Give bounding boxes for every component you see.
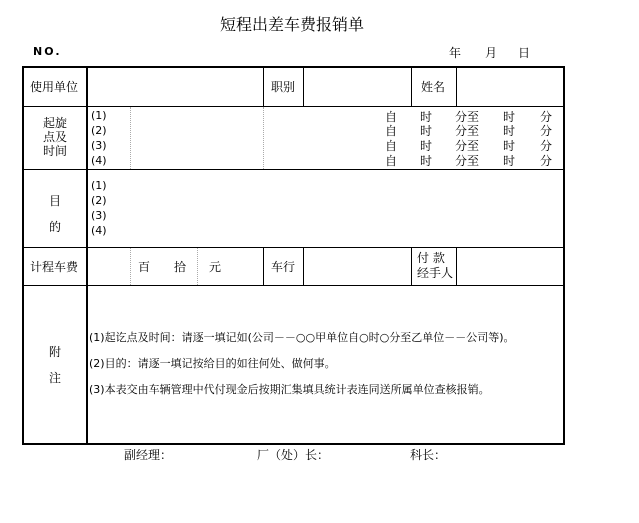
from-label: 自 (385, 154, 398, 168)
from-label: 自 (385, 110, 398, 124)
purpose-number-4: (4) (91, 224, 107, 237)
minute-to-label: 分至 (455, 110, 480, 124)
hundred-label: 百 (138, 260, 151, 274)
route-number-3: (3) (91, 139, 107, 152)
hour2-label: 时 (503, 154, 516, 168)
minute-label: 分 (540, 154, 553, 168)
taxi-fare-label: 计程车费 (30, 260, 79, 274)
name-field[interactable] (462, 75, 557, 99)
minute-to-label: 分至 (455, 154, 480, 168)
position-field[interactable] (310, 75, 405, 99)
hour2-label: 时 (503, 139, 516, 153)
note-line-3: (3)本表交由车辆管理中代付现金后按期汇集填具统计表连同送所属单位查核报销。 (89, 383, 490, 396)
minute-to-label: 分至 (455, 139, 480, 153)
deputy-manager-label: 副经理： (124, 448, 173, 462)
date-month-label: 月 (485, 46, 498, 60)
payee-label-1: 付 款 (417, 251, 445, 265)
purpose-label-1: 目 (49, 194, 62, 208)
payee-field[interactable] (462, 254, 557, 278)
route-number-4: (4) (91, 154, 107, 167)
ten-label: 拾 (174, 260, 187, 274)
route-time-label-3: 时间 (43, 144, 68, 158)
route-time-label-2: 点及 (43, 130, 68, 144)
note-line-2: (2)目的：请逐一填记按给目的如往何处、做何事。 (89, 357, 336, 370)
hour2-label: 时 (503, 124, 516, 138)
purpose-number-3: (3) (91, 209, 107, 222)
route-number-1: (1) (91, 109, 107, 122)
yuan-label: 元 (209, 260, 222, 274)
car-company-field[interactable] (310, 254, 405, 278)
minute-to-label: 分至 (455, 124, 480, 138)
payee-label-2: 经手人 (417, 266, 454, 280)
unit-label: 使用单位 (30, 80, 79, 94)
notes-label-2: 注 (49, 371, 62, 385)
name-label: 姓名 (421, 80, 446, 94)
section-chief-label: 科长： (410, 448, 447, 462)
factory-director-label: 厂（处）长： (257, 448, 330, 462)
from-label: 自 (385, 124, 398, 138)
route-number-2: (2) (91, 124, 107, 137)
from-label: 自 (385, 139, 398, 153)
date-day-label: 日 (518, 46, 531, 60)
car-company-label: 车行 (271, 260, 296, 274)
notes-label-1: 附 (49, 345, 62, 359)
route-time-label-1: 起旋 (43, 116, 68, 130)
form-title: 短程出差车费报销单 (220, 15, 365, 34)
hour-label: 时 (420, 139, 433, 153)
serial-no-label: NO. (33, 45, 62, 58)
hour-label: 时 (420, 124, 433, 138)
minute-label: 分 (540, 139, 553, 153)
hour-label: 时 (420, 110, 433, 124)
date-year-label: 年 (449, 46, 462, 60)
unit-field[interactable] (100, 75, 250, 99)
minute-label: 分 (540, 124, 553, 138)
purpose-number-2: (2) (91, 194, 107, 207)
note-line-1: (1)起讫点及时间：请逐一填记如(公司－－○○甲单位自○时○分至乙单位－－公司等)。 (89, 331, 515, 344)
hour-label: 时 (420, 154, 433, 168)
position-label: 职别 (271, 80, 296, 94)
purpose-number-1: (1) (91, 179, 107, 192)
purpose-label-2: 的 (49, 220, 62, 234)
minute-label: 分 (540, 110, 553, 124)
hour2-label: 时 (503, 110, 516, 124)
